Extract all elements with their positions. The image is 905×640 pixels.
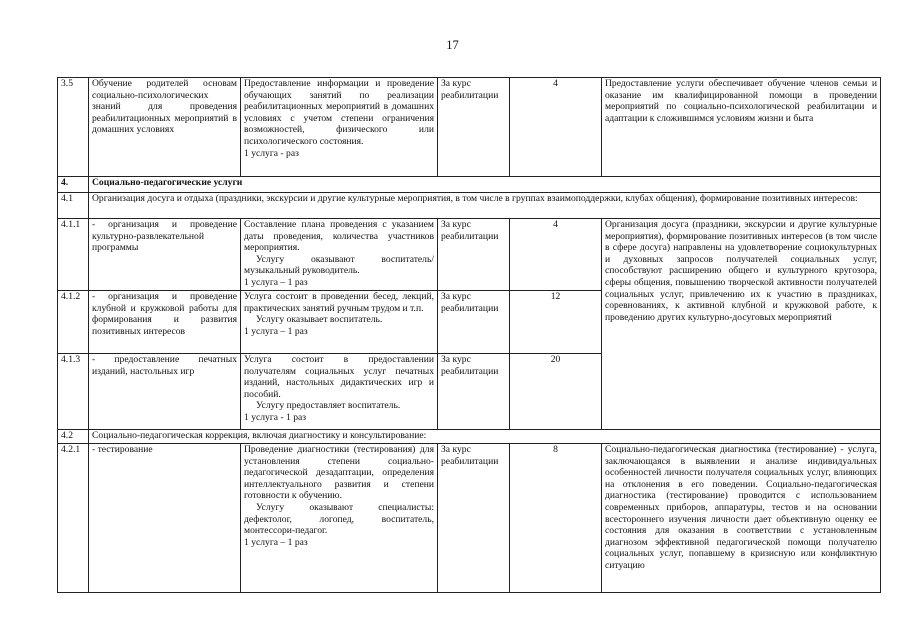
service-result: Организация досуга (праздники, экскурсии и другие культурные мероприятия), формирование позитивных интересов (в том числе в сфере досуга) направлены на удовлетворение социокультурных и духовных запросов получателей социальных услуг, способствуют расширению общего и культурного кругозора, сферы общения, повышению творческой активности получателей социальных услуг, привлечению их к участию в праздниках, соревнованиях, к активной клубной и кружковой работе, к проведению других культурно-досуговых мероприятий: [602, 219, 881, 430]
service-unit: 1 услуга - раз: [244, 147, 299, 159]
service-quantity: 4: [510, 219, 602, 291]
service-period: За курс реабилитации: [438, 219, 510, 291]
row-number: 4.1.3: [58, 354, 89, 430]
row-number: 4.2.1: [58, 444, 89, 593]
services-table: [57, 77, 881, 593]
service-name: - тестирование: [89, 444, 241, 593]
service-name: - предоставление печатных изданий, настольных игр: [89, 354, 241, 430]
row-number: 4.1.1: [58, 219, 89, 291]
service-name: Обучение родителей основам социально-психологических знаний для проведения реабилитационных мероприятий в домашних условиях: [89, 78, 241, 177]
section-row: [58, 177, 881, 193]
subsection-title: Социально-педагогическая коррекция, включая диагностику и консультирование:: [89, 430, 881, 444]
subsection-row: [58, 430, 881, 444]
description-staff: Услугу оказывают специалисты: дефектолог, логопед, воспитатель, монтессори-педагог.: [244, 501, 434, 537]
service-description: [241, 444, 438, 593]
service-period: За курс реабилитации: [438, 444, 510, 593]
description-staff: Услугу оказывает воспитатель.: [256, 314, 383, 326]
service-description: [241, 354, 438, 430]
service-quantity: 4: [510, 78, 602, 177]
subsection-row: [58, 193, 881, 219]
table-row: [58, 219, 881, 291]
service-result: Предоставление услуги обеспечивает обучение членов семьи и оказание им квалифицированной помощи в проведении мероприятий по социально-психологической реабилитации и адаптации к сложившимся условиям жизни и быта: [602, 78, 881, 177]
subsection-number: 4.2: [58, 430, 89, 444]
service-quantity: 12: [510, 291, 602, 354]
service-period: За курс реабилитации: [438, 78, 510, 177]
table-row: [58, 444, 881, 593]
service-unit: 1 услуга - 1 раз: [244, 411, 307, 423]
description-text: Составление плана проведения с указанием даты проведения, количества участников мероприятия.: [244, 219, 434, 254]
row-number: 3.5: [58, 78, 89, 177]
section-title: Социально-педагогические услуги: [89, 177, 881, 193]
service-unit: 1 услуга – 1 раз: [244, 276, 308, 288]
service-name: - организация и проведение культурно-развлекательной программы: [89, 219, 241, 291]
page-number: 17: [446, 38, 459, 52]
row-number: 4.1.2: [58, 291, 89, 354]
service-description: [241, 219, 438, 291]
service-name: - организация и проведение клубной и кружковой работы для формирования и развития позитивных интересов: [89, 291, 241, 354]
service-unit: 1 услуга – 1 раз: [244, 325, 308, 337]
description-staff: Услугу оказывают воспитатель/ музыкальный руководитель.: [244, 253, 434, 277]
service-description: [241, 291, 438, 354]
service-period: За курс реабилитации: [438, 354, 510, 430]
service-quantity: 8: [510, 444, 602, 593]
description-text: Услуга состоит в предоставлении получателям социальных услуг печатных изданий, настольных дидактических игр и пособий.: [244, 354, 434, 400]
service-period: За курс реабилитации: [438, 291, 510, 354]
description-staff: Услугу предоставляет воспитатель.: [256, 400, 401, 412]
service-result: Социально-педагогическая диагностика (тестирование) - услуга, заключающаяся в выявлении и анализе индивидуальных особенностей личности получателя социальных услуг, влияющих на отклонения в его поведении. Социально-педагогическая диагностика (тестирование) проводится с использованием современных приборов, аппаратуры, тестов и на основании всестороннего изучения личности дает объективную оценку ее состояния для оказания в соответствии с установленным диагнозом эффективной педагогической помощи получателю социальных услуг, попавшему в кризисную или конфликтную ситуацию: [602, 444, 881, 593]
description-text: Проведение диагностики (тестирования) для установления степени социально-педагогической дезадаптации, определения интеллектуального развития и степени готовности к обучению.: [244, 444, 434, 502]
subsection-number: 4.1: [58, 193, 89, 219]
description-text: Услуга состоит в проведении бесед, лекций, практических занятий ручным трудом и т.п.: [244, 291, 434, 314]
service-unit: 1 услуга – 1 раз: [244, 536, 308, 548]
section-number: 4.: [58, 177, 89, 193]
table-row: [58, 78, 881, 177]
description-text: Предоставление информации и проведение обучающих занятий по реализации реабилитационных мероприятий в домашних условиях с учетом степени ограничения возможностей, физического или психологического состояния.: [244, 78, 434, 147]
service-quantity: 20: [510, 354, 602, 430]
subsection-title: Организация досуга и отдыха (праздники, экскурсии и другие культурные мероприятия, в том числе в группах взаимоподдержки, клубах общения), формирование позитивных интересов:: [89, 193, 881, 219]
service-description: [241, 78, 438, 177]
